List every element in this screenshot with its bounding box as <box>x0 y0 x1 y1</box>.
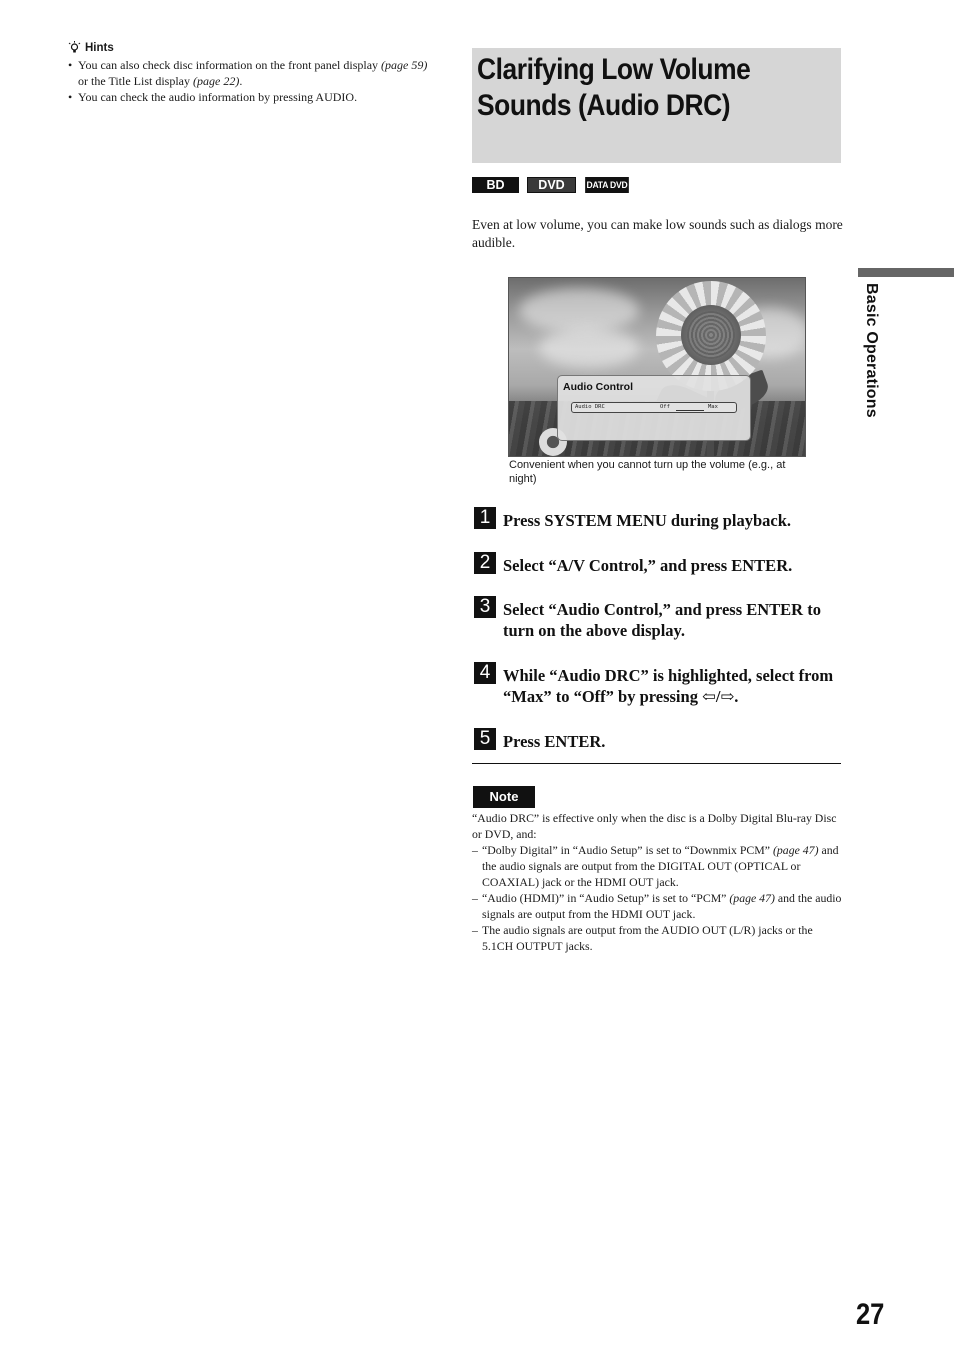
note-body <box>472 810 844 954</box>
step-5 <box>474 728 844 752</box>
tv-screen-illustration <box>508 277 806 457</box>
bd-badge: BD <box>472 177 519 193</box>
section-divider <box>472 763 841 764</box>
note-text: and the audio signals are output from the DIGITAL OUT (OPTICAL or COAXIAL) jack or the HDMI OUT jack. <box>482 843 839 889</box>
audio-drc-label: Audio DRC <box>575 404 605 410</box>
hint-text: You can check the audio information by pressing AUDIO. <box>78 90 358 104</box>
note-label: Note <box>473 786 535 808</box>
drc-slider[interactable] <box>676 408 704 411</box>
note-intro: “Audio DRC” is effective only when the disc is a Dolby Digital Blu-ray Disc or DVD, and: <box>472 811 837 841</box>
title-banner <box>472 48 841 163</box>
hint-item <box>68 89 438 105</box>
hint-text: You can also check disc information on the front panel display <box>78 58 382 72</box>
step-text: Press ENTER. <box>503 732 606 751</box>
hint-text: . <box>239 74 243 88</box>
section-tab-label: Basic Operations <box>863 283 880 418</box>
title-line-1: Clarifying Low Volume <box>477 53 751 86</box>
cloud <box>539 328 639 368</box>
hints-section <box>68 41 438 105</box>
hints-heading <box>68 41 438 54</box>
page-reference: (page 59) <box>381 58 428 72</box>
step-2 <box>474 552 844 576</box>
note-text: The audio signals are output from the AUDIO OUT (L/R) jacks or the 5.1CH OUTPUT jacks. <box>482 923 813 953</box>
hints-heading-label: Hints <box>85 41 114 54</box>
section-tab <box>853 283 883 423</box>
step-number: 2 <box>474 552 496 574</box>
note-text: and the audio signals are output from the HDMI OUT jack. <box>482 891 842 921</box>
step-1 <box>474 507 844 531</box>
hint-item <box>68 57 438 89</box>
note-text: “Audio (HDMI)” in “Audio Setup” is set to “PCM” <box>482 891 730 905</box>
hint-text: or the Title List display <box>78 74 194 88</box>
title-line-2: Sounds (Audio DRC) <box>477 89 731 122</box>
step-number: 4 <box>474 662 496 684</box>
note-item <box>472 922 844 954</box>
step-number: 3 <box>474 596 496 618</box>
lightbulb-icon <box>68 41 81 54</box>
note-item <box>472 842 844 890</box>
note-item <box>472 890 844 922</box>
illustration-caption: Convenient when you cannot turn up the volume (e.g., at night) <box>509 459 786 485</box>
step-text: Press SYSTEM MENU during playback. <box>503 511 792 530</box>
dvd-badge: DVD <box>527 177 576 193</box>
step-text: While “Audio DRC” is highlighted, select from “Max” to “Off” by pressing ⇦/⇨. <box>503 666 834 706</box>
page-title <box>477 52 794 124</box>
disc-type-badges <box>472 177 630 193</box>
section-tab-bar <box>858 268 954 277</box>
step-text: Select “A/V Control,” and press ENTER. <box>503 556 793 575</box>
page-number: 27 <box>856 1298 885 1331</box>
page-reference: (page 22) <box>193 74 240 88</box>
cloud <box>519 288 639 333</box>
data-dvd-badge: DATA DVD <box>585 177 629 193</box>
step-text: Select “Audio Control,” and press ENTER to turn on the above display. <box>503 600 821 640</box>
drc-max-label: Max <box>708 404 718 410</box>
panel-title: Audio Control <box>563 381 633 393</box>
audio-control-panel <box>557 375 751 441</box>
sunflower-center <box>681 305 741 365</box>
step-4 <box>474 662 844 707</box>
step-number: 5 <box>474 728 496 750</box>
page-reference: (page 47) <box>729 891 775 905</box>
audio-drc-row[interactable] <box>571 402 737 413</box>
drc-off-label: Off <box>660 404 670 410</box>
step-3 <box>474 596 844 641</box>
page-reference: (page 47) <box>772 843 819 857</box>
step-number: 1 <box>474 507 496 529</box>
note-text: “Dolby Digital” in “Audio Setup” is set to “Downmix PCM” <box>482 843 773 857</box>
intro-paragraph: Even at low volume, you can make low sounds such as dialogs more audible. <box>472 217 843 250</box>
